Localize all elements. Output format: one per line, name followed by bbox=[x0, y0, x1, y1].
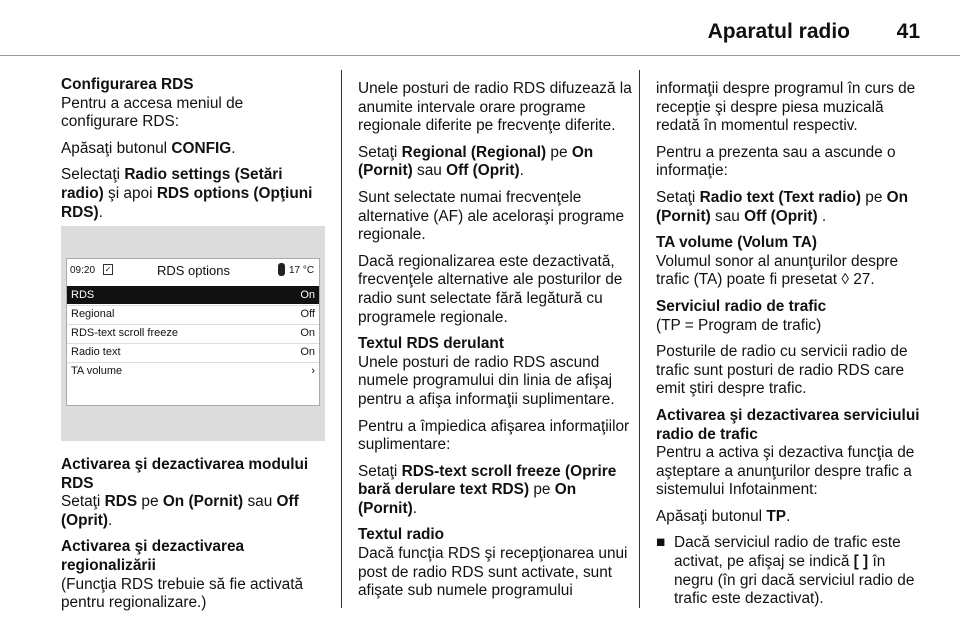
section-heading: Configurarea RDS bbox=[61, 76, 194, 93]
display-header bbox=[67, 262, 319, 280]
section-heading: Activarea şi dezactivarea modului RDS bbox=[61, 456, 309, 492]
menu-row-rds[interactable]: RDS On bbox=[67, 286, 319, 304]
paragraph: Pentru a activa şi dezactiva funcţia de aşteptare a anunţurilor despre trafic a sistemului Infotainment: bbox=[656, 444, 915, 499]
section-heading: Activarea şi dezactivarea serviciului radio de trafic bbox=[656, 406, 920, 443]
paragraph: Pentru a accesa meniul de configurare RDS: bbox=[61, 94, 244, 131]
column-divider-1 bbox=[341, 70, 342, 608]
column-1-lower bbox=[61, 456, 323, 621]
page-number: 41 bbox=[896, 20, 920, 43]
thermometer-icon bbox=[278, 263, 285, 276]
paragraph: Setaţi RDS-text scroll freeze (Oprire bară derulare text RDS) pe On (Pornit). bbox=[358, 462, 617, 517]
paragraph: Dacă regionalizarea este dezactivată, frecvenţele alternative ale posturilor de radio sunt selectate fără legătură cu programele regionale. bbox=[358, 252, 623, 326]
section-heading: TA volume (Volum TA) bbox=[656, 234, 818, 252]
column-divider-2 bbox=[639, 70, 640, 608]
paragraph: Posturile de radio cu servicii radio de trafic sunt posturi de radio RDS care emit ştiri despre trafic. bbox=[656, 343, 908, 398]
paragraph: Volumul sonor al anunţurilor despre trafic (TA) poate fi presetat ◊ 27. bbox=[656, 252, 899, 289]
section-heading: Serviciul radio de trafic bbox=[656, 297, 827, 315]
menu-row-rds-text-scroll-freeze[interactable]: RDS-text scroll freeze On bbox=[71, 327, 315, 339]
paragraph: Pentru a prezenta sau a ascunde o informaţie: bbox=[656, 143, 896, 180]
page-reference-link[interactable]: ◊ 27. bbox=[841, 271, 875, 289]
paragraph: Setaţi RDS pe On (Pornit) sau Off (Oprit). bbox=[61, 493, 299, 529]
rds-options-screenshot bbox=[61, 226, 325, 441]
column-2 bbox=[358, 80, 636, 609]
paragraph: Apăsaţi butonul CONFIG. bbox=[61, 139, 236, 157]
paragraph: Unele posturi de radio RDS difuzează la anumite intervale orare programe regionale diferite pe frecvenţe diferite. bbox=[358, 80, 632, 135]
bullet-square-icon: ■ bbox=[656, 534, 666, 552]
paragraph: Setaţi Radio text (Text radio) pe On (Pornit) sau Off (Oprit) . bbox=[656, 188, 909, 225]
section-heading: Textul radio bbox=[358, 526, 445, 544]
chevron-right-icon: › bbox=[311, 365, 315, 377]
paragraph: (Funcţia RDS trebuie să fie activată pentru regionalizare.) bbox=[61, 575, 304, 612]
paragraph: Apăsaţi butonul TP. bbox=[656, 507, 791, 525]
menu-row-ta-volume[interactable]: TA volume › bbox=[71, 365, 315, 377]
bullet-item bbox=[656, 534, 926, 608]
display-frame bbox=[66, 258, 320, 406]
display-temperature: 17 °C bbox=[289, 265, 315, 276]
header-rule bbox=[0, 55, 960, 56]
paragraph: Dacă funcţia RDS şi recepţionarea unui post de radio RDS sunt activate, sunt afişate sub numele programului bbox=[358, 545, 628, 600]
page-header-title: Aparatul radio bbox=[707, 20, 850, 43]
section-heading: Activarea şi dezactivarea regionalizării bbox=[61, 538, 245, 574]
column-1 bbox=[61, 76, 323, 230]
paragraph: (TP = Program de trafic) bbox=[656, 316, 822, 334]
clock-check-icon: ✓ bbox=[104, 265, 112, 274]
display-time: 09:20 bbox=[70, 265, 96, 276]
paragraph: Setaţi Regional (Regional) pe On (Pornit) sau Off (Oprit). bbox=[358, 143, 594, 180]
paragraph: Unele posturi de radio RDS ascund numele programului din linia de afişaj pentru a afişa informaţii suplimentare. bbox=[358, 353, 615, 408]
column-3 bbox=[656, 80, 926, 609]
paragraph: Sunt selectate numai frecvenţele alternative (AF) ale aceloraşi programe regionale. bbox=[358, 188, 625, 244]
paragraph: Selectaţi Radio settings (Setări radio) şi apoi RDS options (Opţiuni RDS). bbox=[61, 166, 313, 221]
menu-row-radio-text[interactable]: Radio text On bbox=[71, 346, 315, 358]
bullet-text: Dacă serviciul radio de trafic este activat, pe afişaj se indică [ ] în negru (în gri dacă serviciul radio de trafic este dezactivat). bbox=[674, 534, 915, 608]
display-title: RDS options bbox=[157, 263, 230, 278]
paragraph: Pentru a împiedica afişarea informaţiilor suplimentare: bbox=[358, 417, 630, 454]
menu-row-regional[interactable]: Regional Off bbox=[71, 308, 315, 320]
paragraph: informaţii despre programul în curs de recepţie şi despre piesa muzicală redată în momentul respectiv. bbox=[656, 80, 916, 135]
section-heading: Textul RDS derulant bbox=[358, 335, 504, 353]
